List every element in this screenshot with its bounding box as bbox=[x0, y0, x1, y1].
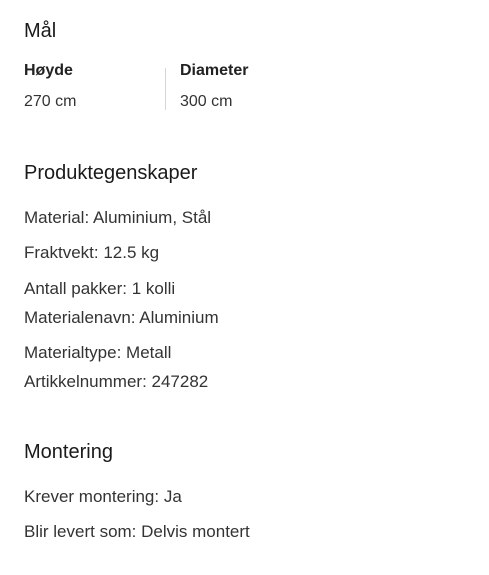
dimension-diameter-label: Diameter bbox=[180, 62, 249, 79]
property-material: Material: Aluminium, Stål bbox=[24, 208, 212, 227]
dimension-height bbox=[24, 60, 76, 113]
assembly-title: Montering bbox=[24, 441, 113, 463]
dimension-height-label: Høyde bbox=[24, 62, 73, 79]
dimensions-table bbox=[24, 60, 469, 112]
dimension-diameter-value: 300 cm bbox=[180, 93, 233, 110]
dimension-diameter bbox=[180, 60, 248, 113]
assembly-delivered-as: Blir levert som: Delvis montert bbox=[24, 522, 250, 541]
property-article-number: Artikkelnummer: 247282 bbox=[24, 372, 209, 391]
property-material-type: Materialtype: Metall bbox=[24, 343, 172, 362]
property-material-name: Materialenavn: Aluminium bbox=[24, 308, 219, 327]
properties-title: Produktegenskaper bbox=[24, 162, 198, 184]
dimensions-title: Mål bbox=[24, 20, 57, 42]
dimension-height-value: 270 cm bbox=[24, 93, 77, 110]
dimension-divider bbox=[165, 68, 166, 110]
assembly-required: Krever montering: Ja bbox=[24, 487, 182, 506]
property-package-count: Antall pakker: 1 kolli bbox=[24, 279, 176, 298]
property-shipping-weight: Fraktvekt: 12.5 kg bbox=[24, 243, 160, 262]
